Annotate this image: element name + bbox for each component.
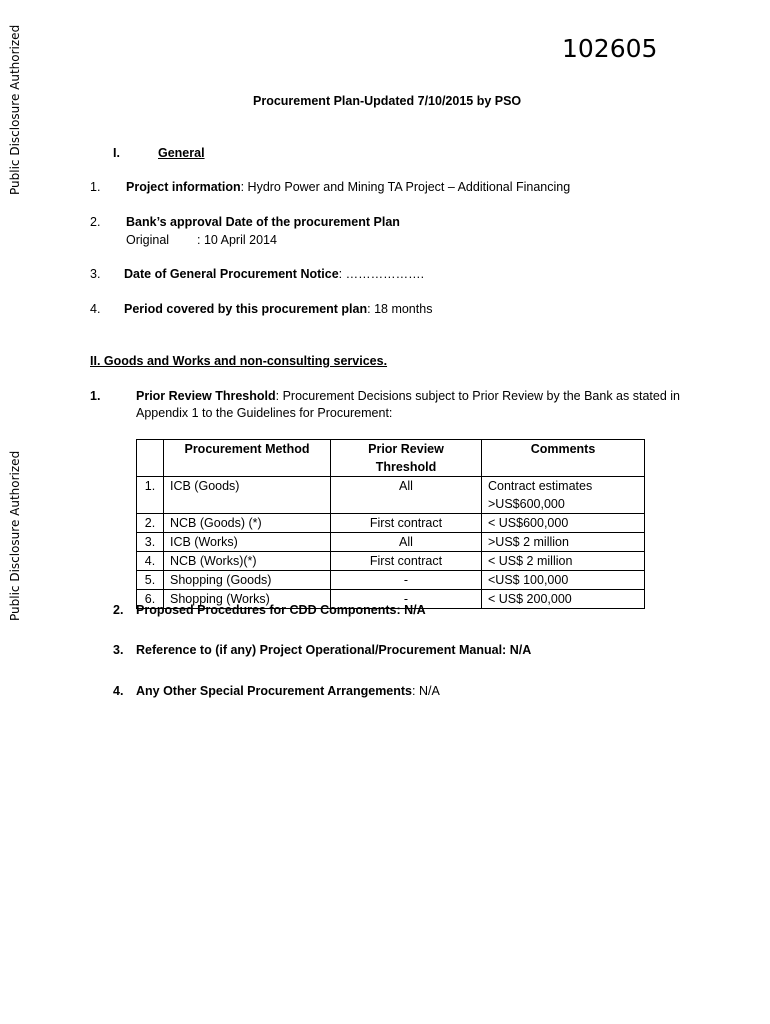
comment: <US$ 100,000 <box>482 571 645 590</box>
prior-review-threshold-text: Prior Review Threshold: Procurement Decisions subject to Prior Review by the Bank as stated in <box>136 389 680 403</box>
procurement-method: Shopping (Goods) <box>164 571 331 590</box>
general-procurement-notice: Date of General Procurement Notice: ………………. <box>124 267 425 281</box>
prior-review-threshold: - <box>331 571 482 590</box>
comment-line: Contract estimates <box>488 479 593 493</box>
procurement-method: ICB (Works) <box>164 533 331 552</box>
section-heading: General <box>158 146 205 160</box>
table-header-cell: Comments <box>482 440 645 477</box>
document-number: 102605 <box>562 34 658 63</box>
original-label: Original <box>126 233 170 247</box>
item-number: 1. <box>90 180 101 194</box>
prior-review-threshold: All <box>331 477 482 514</box>
procurement-method: NCB (Goods) (*) <box>164 514 331 533</box>
item-number: 3. <box>90 267 101 281</box>
item-number: 2. <box>90 215 101 229</box>
row-number: 1. <box>137 477 164 514</box>
table-header-row <box>137 440 645 477</box>
item-number: 2. <box>113 603 124 617</box>
table-row <box>137 571 645 590</box>
cdd-components: Proposed Procedures for CDD Components: N/A <box>136 603 426 617</box>
row-number: 2. <box>137 514 164 533</box>
procurement-method: ICB (Goods) <box>164 477 331 514</box>
table-row <box>137 514 645 533</box>
prior-review-threshold: All <box>331 533 482 552</box>
operational-manual-reference: Reference to (if any) Project Operational/Procurement Manual: N/A <box>136 643 532 657</box>
prior-review-threshold: First contract <box>331 552 482 571</box>
original-date: : 10 April 2014 <box>197 233 277 247</box>
item-number: 4. <box>113 684 124 698</box>
period-covered: Period covered by this procurement plan: 18 months <box>124 302 433 316</box>
table-row <box>137 477 645 514</box>
procurement-method: NCB (Works)(*) <box>164 552 331 571</box>
table-row <box>137 552 645 571</box>
special-arrangements: Any Other Special Procurement Arrangements: N/A <box>136 684 440 698</box>
prior-review-threshold: - <box>331 590 482 609</box>
comment-line: >US$600,000 <box>488 497 565 511</box>
approval-date-label: Bank’s approval Date of the procurement Plan <box>126 215 400 229</box>
row-number: 3. <box>137 533 164 552</box>
item-number: 3. <box>113 643 124 657</box>
prior-review-threshold: First contract <box>331 514 482 533</box>
row-number: 5. <box>137 571 164 590</box>
comment: < US$600,000 <box>482 514 645 533</box>
procurement-method: Shopping (Works) <box>164 590 331 609</box>
section-number: I. <box>113 146 120 160</box>
table-row <box>137 533 645 552</box>
comment: >US$ 2 million <box>482 533 645 552</box>
comment: < US$ 200,000 <box>482 590 645 609</box>
table-header-cell <box>137 440 164 477</box>
procurement-table <box>136 439 645 609</box>
section-two-heading: II. Goods and Works and non-consulting services. <box>90 354 388 368</box>
row-number: 4. <box>137 552 164 571</box>
page-title: Procurement Plan-Updated 7/10/2015 by PSO <box>253 94 522 108</box>
item-number: 1. <box>90 389 101 403</box>
table-header-cell: Procurement Method <box>164 440 331 477</box>
comment <box>482 477 645 514</box>
table-header-cell: Prior Review Threshold <box>331 440 482 477</box>
item-number: 4. <box>90 302 101 316</box>
public-disclosure-label-bottom: Public Disclosure Authorized <box>8 450 22 621</box>
comment: < US$ 2 million <box>482 552 645 571</box>
row-number: 6. <box>137 590 164 609</box>
public-disclosure-label-top: Public Disclosure Authorized <box>8 24 22 195</box>
prior-review-threshold-text-line2: Appendix 1 to the Guidelines for Procurement: <box>136 406 393 420</box>
project-information: Project information: Hydro Power and Mining TA Project – Additional Financing <box>126 180 571 194</box>
